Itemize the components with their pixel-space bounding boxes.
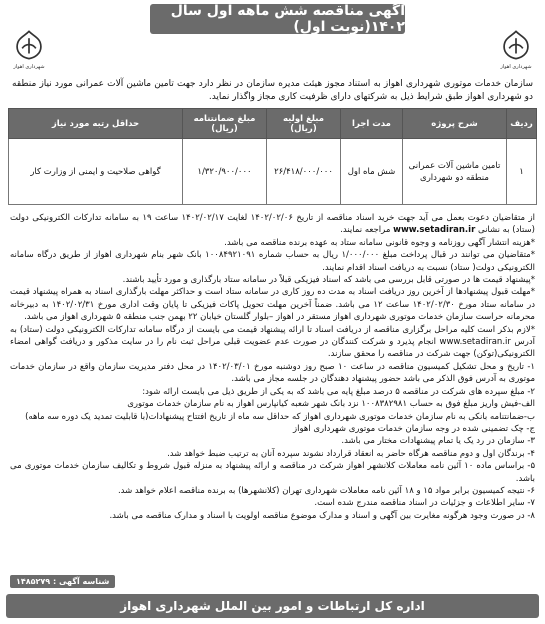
logo-caption: شهرداری اهواز bbox=[13, 64, 45, 70]
body-paragraph-invitation: از متقاضیان دعوت بعمل می آید جهت خرید اسناد مناقصه از تاریخ ۱۴۰۲/۰۲/۰۶ لغایت ۱۴۰۲/۰۲/۱۷ ساعت ۱۹ به سامانه تدارکات الکترونیکی دولت (ستاد) به نشانی www.setadiran.ir مراجعه نمایند. bbox=[10, 213, 535, 236]
logo-caption: شهرداری اهواز bbox=[500, 64, 532, 70]
col-header-initial-amount: مبلغ اولیه (ریال) bbox=[267, 109, 341, 139]
col-header-row-number: ردیف bbox=[507, 109, 537, 139]
body-paragraph: ۳- سازمان در رد یک یا تمام پیشنهادات مختار می باشد. bbox=[341, 436, 535, 447]
col-header-minimum-rank: حداقل رتبه مورد نیاز bbox=[9, 109, 183, 139]
ad-id-badge: شناسه آگهی : ۱۴۸۵۲۷۹ bbox=[10, 575, 115, 588]
body-paragraph: *مهلت قبول پیشنهادها از آخرین روز دریافت اسناد به مدت ده روز کاری در سامانه ستاد است و حداکثر مهلت بارگذاری اسناد به همراه پیشنهاد قیمت در سامانه ستاد مورخ ۱۴۰۲/۰۲/۳۰ ساعت ۱۲ می باشد. ضمناً آخرین مهلت تحویل پاکات فیزیکی تا پایان وقت اداری مورخ ۱۴۰۲/۰۲/۳۱ به دبیرخانه محرمانه حراست سازمان خدمات موتوری شهرداری اهواز مستقر در اهواز –بلوار گلستان خیابان ۲۲ بهمن جنب منطقه ۵ شهرداری اهواز می باشد. bbox=[10, 287, 536, 323]
notice-title: آگهی مناقصه شش ماهه اول سال ۱۴۰۲(نوبت اول) bbox=[170, 3, 405, 35]
body-paragraph: ۴- برندگان اول و دوم مناقصه هرگاه حاضر به انعقاد قرارداد نشوند سپرده آنان به ترتیب ضبط خواهد شد. bbox=[167, 448, 535, 459]
footer-banner bbox=[6, 594, 539, 618]
notice-title-banner bbox=[150, 4, 405, 34]
notice-body bbox=[10, 212, 535, 522]
ahvaz-municipality-logo-left bbox=[8, 28, 50, 82]
ahvaz-municipality-logo-right bbox=[495, 28, 537, 82]
body-paragraph: ب-ضمانتنامه بانکی به نام سازمان خدمات موتوری شهرداری اهواز که حداقل سه ماه از تاریخ افتتاح پیشنهادات(با قابلیت تمدید یک دوره سه ماهه) bbox=[25, 411, 535, 422]
footer-text: اداره کل ارتباطات و امور بین الملل شهرداری اهواز bbox=[120, 599, 425, 613]
cell-guarantee-amount: ۱/۳۲۰/۹۰۰/۰۰۰ bbox=[183, 139, 267, 205]
table-row bbox=[9, 139, 537, 205]
intro-paragraph: سازمان خدمات موتوری شهرداری اهواز به استناد مجوز هیئت مدیره سازمان در نظر دارد جهت تامین ماشین آلات عمرانی مورد نیاز منطقه دو شهرداری اهواز طبق شرایط ذیل به شرکتهای دارای ظرفیت کاری مجاز واگذار نماید. bbox=[12, 79, 533, 102]
cell-minimum-rank: گواهی صلاحیت و ایمنی از وزارت کار bbox=[9, 139, 183, 205]
municipality-emblem-icon bbox=[499, 28, 533, 62]
col-header-project-description: شرح پروژه bbox=[403, 109, 507, 139]
body-paragraph: *لازم بذکر است کلیه مراحل برگزاری مناقصه از دریافت اسناد تا ارائه پیشنهاد قیمت می بایست از درگاه سامانه تدارکات الکترونیکی دولت (ستاد) به آدرس www.setadiran.ir انجام پذیرد و شرکت کنندگان در صورت عدم عضویت قبلی مراحل ثبت نام را در سایت مذکور و دریافت گواهی امضاء الکترونیکی(توکن) جهت شرکت در مناقصه را محقق سازند. bbox=[10, 324, 535, 360]
body-paragraph: ۵- براساس ماده ۱۰ آئین نامه معاملات کلانشهر اهواز شرکت در مناقصه و ارائه پیشنهاد به منزله قبول شروط و تکالیف سازمان خدمات موتوری می باشد. bbox=[10, 461, 536, 484]
body-paragraph: ۸- در صورت وجود هرگونه مغایرت بین آگهی و اسناد و مدارک موضوع مناقصه اولویت با اسناد و مدارک مناقصه می باشد. bbox=[109, 510, 535, 521]
body-paragraph: *پیشنهاد قیمت ها در صورتی قابل بررسی می باشد که اسناد فیزیکی قبلاً در سامانه ستاد بارگذاری و مورد تأیید باشند. bbox=[122, 275, 535, 286]
col-header-duration: مدت اجرا bbox=[341, 109, 403, 139]
col-header-guarantee-amount: مبلغ ضمانتنامه (ریال) bbox=[183, 109, 267, 139]
cell-initial-amount: ۲۶/۴۱۸/۰۰۰/۰۰۰ bbox=[267, 139, 341, 205]
body-paragraph: *هزینه انتشار آگهی روزنامه و وجوه قانونی سامانه ستاد به عهده برنده مناقصه می باشد. bbox=[224, 237, 535, 248]
cell-project-description: تامین ماشین آلات عمرانی منطقه دو شهرداری bbox=[403, 139, 507, 205]
body-paragraph: ۷- سایر اطلاعات و جزئیات در اسناد مناقصه مندرج شده است. bbox=[314, 498, 535, 509]
body-paragraph: ۲- مبلغ سپرده های شرکت در مناقصه ۵ درصد مبلغ پایه می باشد که به یکی از طریق ذیل می بایست ارائه شود: bbox=[142, 386, 535, 397]
body-paragraph: ۱- تاریخ و محل تشکیل کمیسیون مناقصه در ساعت ۱۰ صبح روز دوشنبه مورخ ۱۴۰۲/۰۳/۰۱ در محل دفتر مدیریت سازمان واقع در سازمان خدمات موتوری به آدرس فوق الذکر می باشد حضور پیشنهاد دهندگان در جلسه مجاز می باشد. bbox=[10, 361, 535, 385]
body-paragraph: الف-فیش واریز مبلغ فوق به حساب ۱۰۰۸۳۸۲۹۸۱ نزد بانک شهر شعبه کیانپارس اهواز به نام سازمان خدمات موتوری bbox=[127, 399, 535, 410]
cell-row-number: ۱ bbox=[507, 139, 537, 205]
cell-duration: شش ماه اول bbox=[341, 139, 403, 205]
setadiran-link[interactable]: www.setadiran.ir bbox=[393, 225, 476, 236]
body-paragraph: ۶- نتیجه کمیسیون برابر مواد ۱۵ و ۱۸ آئین نامه معاملات شهرداری تهران (کلانشهرها) به برنده مناقصه اعلام خواهد شد. bbox=[117, 485, 535, 496]
table-header-row bbox=[9, 109, 537, 139]
body-paragraph: ج- چک تضمینی شده در وجه سازمان خدمات موتوری شهرداری اهواز bbox=[292, 423, 535, 434]
tender-table bbox=[8, 108, 537, 205]
body-paragraph: *متقاضیان می توانند در قبال پرداخت مبلغ ۱/۰۰۰/۰۰۰ ریال به حساب شماره ۱۰۰۸۴۹۲۱۰۹۱ بانک شهر بنام شهرداری اهواز از طریق درگاه سامانه الکترونیکی دولت( ستاد) نسبت به دریافت اسناد اقدام نمایند. bbox=[10, 250, 535, 273]
municipality-emblem-icon bbox=[12, 28, 46, 62]
